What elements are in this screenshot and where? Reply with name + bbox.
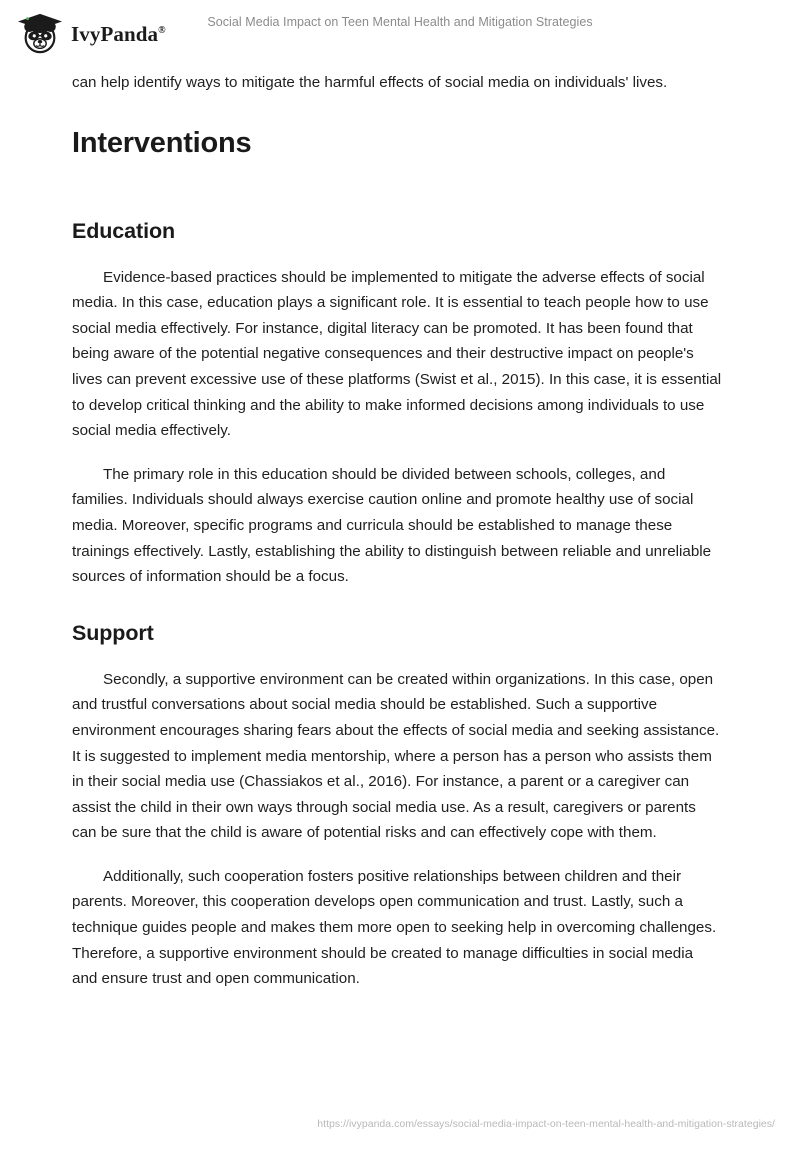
document-title-header: Social Media Impact on Teen Mental Health and Mitigation Strategies: [207, 15, 593, 29]
paragraph-education-1: Evidence-based practices should be implemented to mitigate the adverse effects of social media. In this case, education plays a significant role. It is essential to teach people how to use social media effectively. For instance, digital literacy can be promoted. It has been found that being aware of the potential negative consequences and their destructive impact on people's lives can prevent excessive use of these platforms (Swist et al., 2015). In this case, it is essential to develop critical thinking and the ability to make informed decisions among individuals to use social media effectively.: [72, 268, 722, 440]
page-footer: [0, 1100, 800, 1160]
spacer: [72, 160, 722, 188]
heading-education: Education: [72, 218, 176, 243]
page-header: [0, 0, 800, 62]
heading-support: Support: [72, 620, 154, 645]
paragraph-support-1: Secondly, a supportive environment can be created within organizations. In this case, open and trustful conversations about social media should be established. Such a supportive environment encourages sharing fears about the effects of social media and seeking assistance. It is suggested to implement media mentorship, where a person has a person who assists them in their social media use (Chassiakos et al., 2016). For instance, a parent or a caregiver can assist the child in their own ways through social media use. As a result, caregivers or parents can be sure that the child is aware of potential risks and can effectively cope with them.: [72, 670, 720, 842]
paragraph-support-2: Additionally, such cooperation fosters positive relationships between children and their parents. Moreover, this cooperation develops open communication and trust. Lastly, such a technique guides people and makes them more open to seeking help in overcoming challenges. Therefore, a supportive environment should be created to manage difficulties in social media and ensure trust and open communication.: [72, 867, 717, 988]
registered-trademark-icon: ®: [158, 24, 166, 36]
spacer: [72, 244, 722, 265]
paragraph-education-2: The primary role in this education should be divided between schools, colleges, and families. Individuals should always exercise caution online and promote healthy use of social media. Moreover, specific programs and curricula should be established to manage these trainings effectively. Lastly, establishing the ability to distinguish between reliable and unreliable sources of information should be a focus.: [72, 465, 712, 586]
footer-source-url[interactable]: https://ivypanda.com/essays/social-media-impact-on-teen-mental-health-and-mitigation-strategies/: [317, 1118, 775, 1130]
heading-interventions: Interventions: [72, 126, 252, 159]
spacer: [72, 646, 722, 667]
spacer: [72, 846, 722, 864]
brand-name-text: IvyPanda: [71, 21, 159, 46]
document-body: [72, 70, 722, 992]
spacer: [72, 444, 722, 462]
paragraph-continued: can help identify ways to mitigate the harmful effects of social media on individuals' lives.: [72, 74, 668, 91]
